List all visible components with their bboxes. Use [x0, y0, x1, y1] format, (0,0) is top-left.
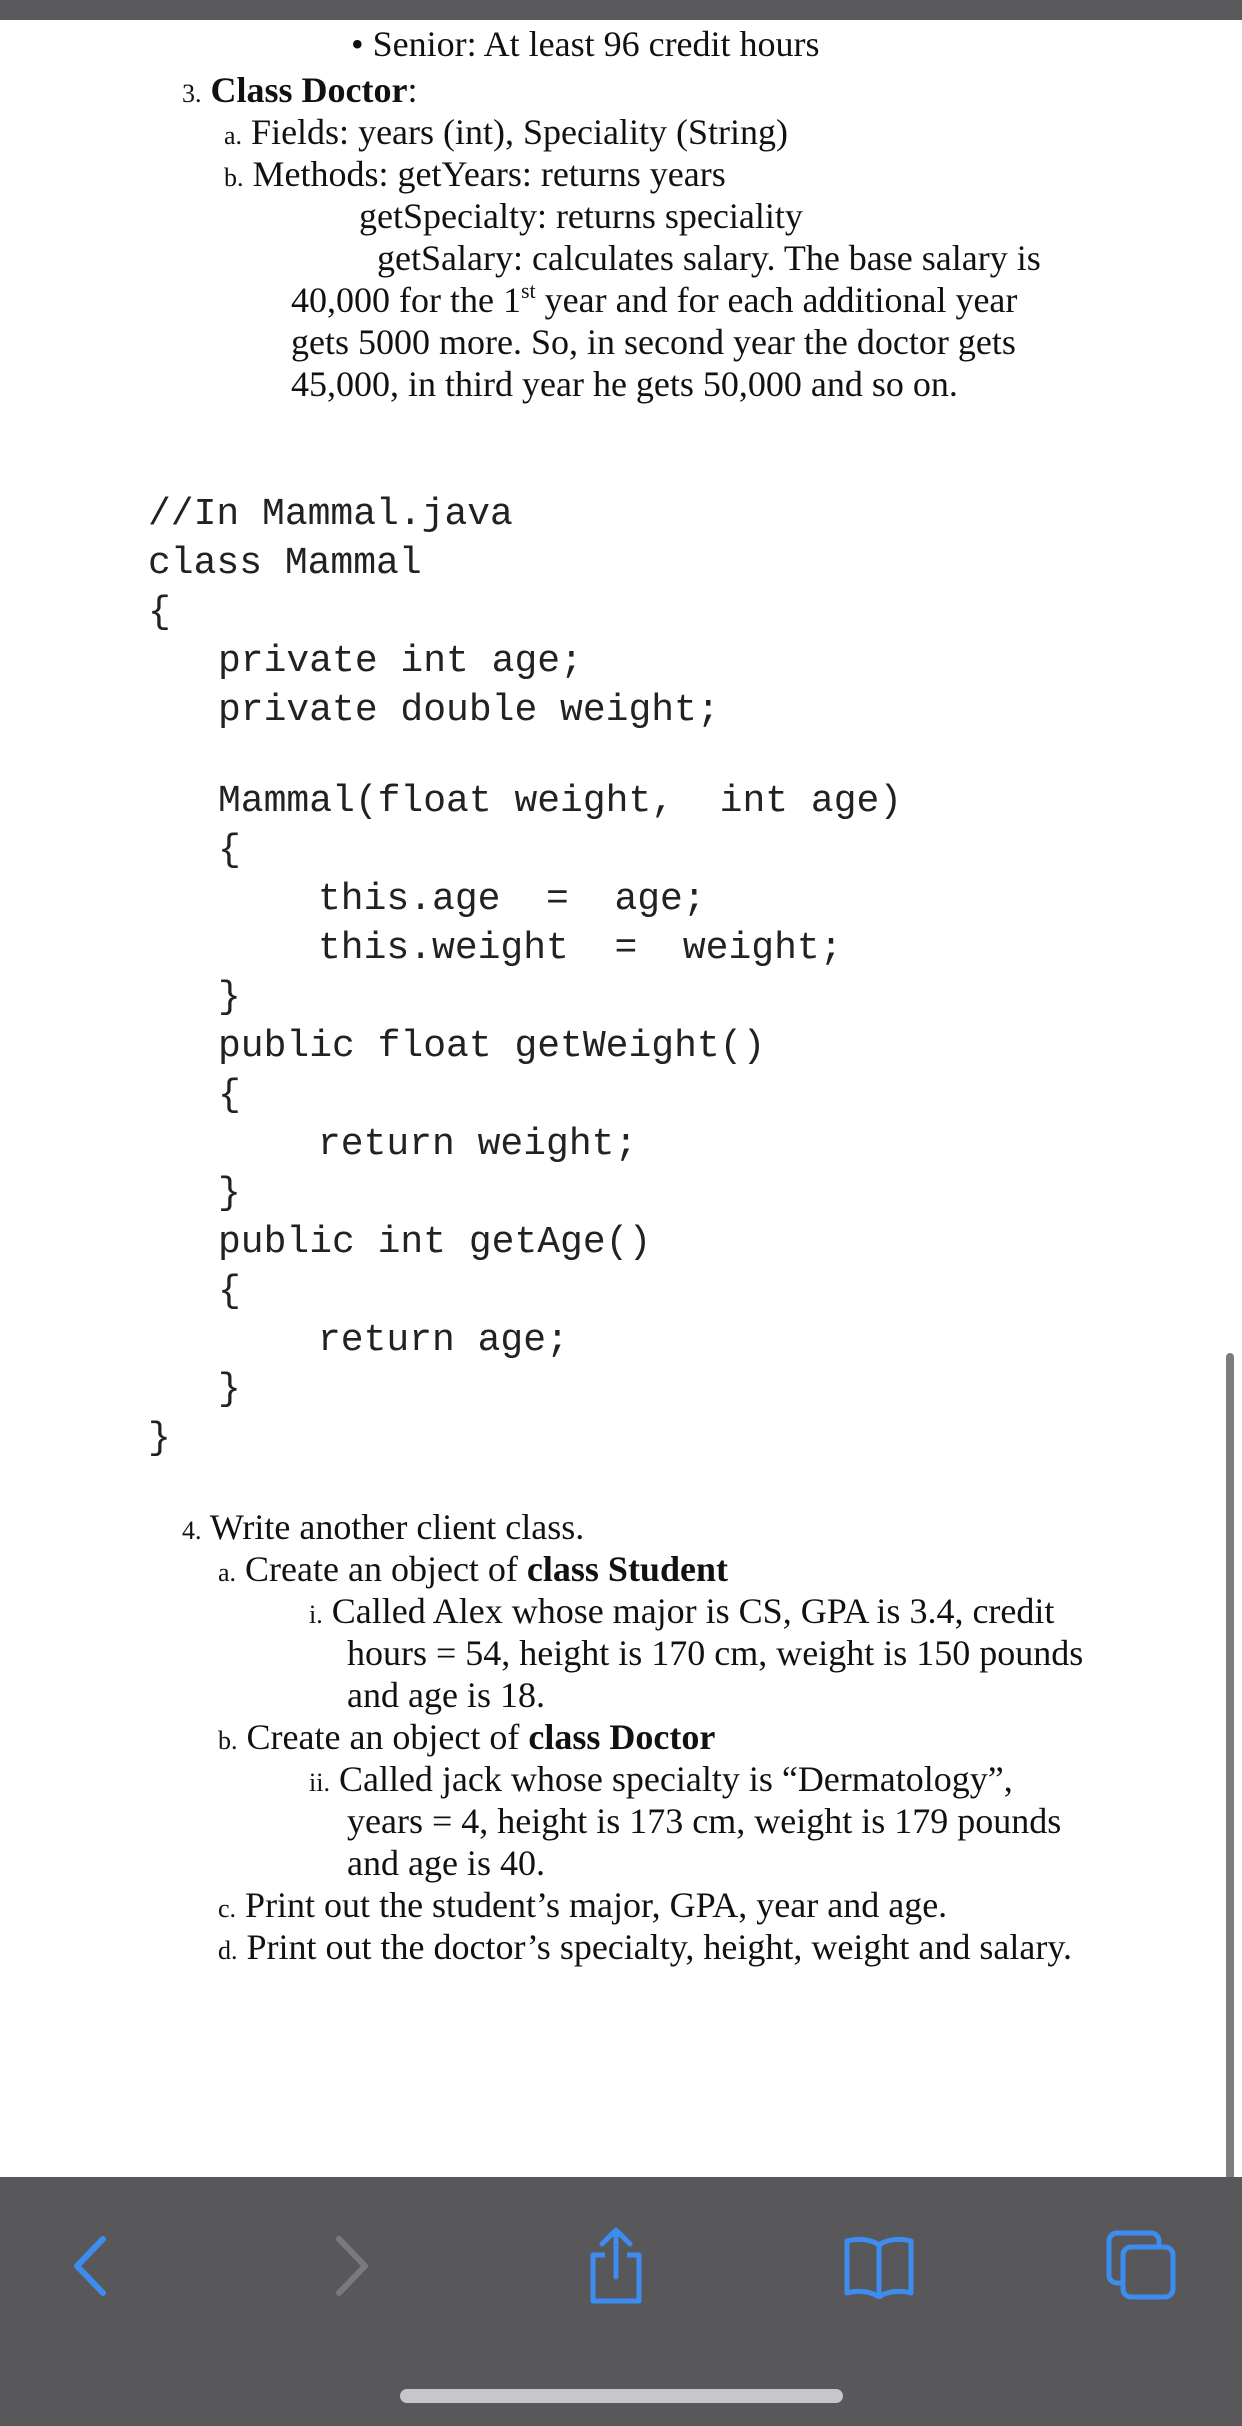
doctor-methods: b. Methods: getYears: returns years	[224, 154, 726, 194]
book-icon	[841, 2233, 917, 2299]
salary-description-line: 45,000, in third year he gets 50,000 and so on.	[291, 364, 958, 404]
student-details: hours = 54, height is 170 cm, weight is 150 pounds	[347, 1633, 1084, 1673]
code-line-statement: return weight;	[318, 1123, 638, 1166]
code-line-statement: this.weight = weight;	[318, 927, 843, 970]
back-button[interactable]	[46, 2221, 136, 2311]
doctor-details: ii. Called jack whose specialty is “Dermatology”,	[309, 1759, 1013, 1799]
code-line-constructor: Mammal(float weight, int age)	[218, 780, 903, 823]
browser-toolbar	[0, 2177, 1242, 2426]
share-icon	[583, 2225, 649, 2307]
create-doctor-item: b. Create an object of class Doctor	[218, 1717, 716, 1757]
code-line-statement: return age;	[318, 1319, 569, 1362]
top-status-strip	[0, 0, 1242, 20]
chevron-right-icon	[327, 2231, 375, 2301]
section-4-heading: 4. Write another client class.	[182, 1507, 585, 1547]
forward-button[interactable]	[306, 2221, 396, 2311]
share-button[interactable]	[571, 2221, 661, 2311]
senior-requirement: • Senior: At least 96 credit hours	[351, 24, 820, 64]
code-line-brace: }	[218, 1172, 241, 1215]
code-line-method: public float getWeight()	[218, 1025, 766, 1068]
code-line-comment: //In Mammal.java	[148, 493, 513, 536]
student-details: i. Called Alex whose major is CS, GPA is 3.4, credit	[309, 1591, 1055, 1631]
code-line-class: class Mammal	[148, 542, 422, 585]
document-page	[0, 20, 1242, 2177]
tabs-button[interactable]	[1097, 2221, 1187, 2311]
print-student-item: c. Print out the student’s major, GPA, year and age.	[218, 1885, 948, 1925]
code-line-method: public int getAge()	[218, 1221, 652, 1264]
print-doctor-item: d. Print out the doctor’s specialty, height, weight and salary.	[218, 1927, 1072, 1967]
scrollbar[interactable]	[1226, 1353, 1234, 2188]
code-line-field: private double weight;	[218, 689, 720, 732]
chevron-left-icon	[67, 2231, 115, 2301]
code-line-brace: }	[218, 976, 241, 1019]
get-specialty-method: getSpecialty: returns speciality	[359, 196, 803, 236]
doctor-fields: a. Fields: years (int), Speciality (String)	[224, 112, 788, 152]
get-salary-method: getSalary: calculates salary. The base salary is	[377, 238, 1041, 278]
code-line-brace: {	[218, 1270, 241, 1313]
code-line-brace: {	[218, 1074, 241, 1117]
doctor-details: and age is 40.	[347, 1843, 545, 1883]
code-line-brace: }	[148, 1417, 171, 1460]
salary-description-line: gets 5000 more. So, in second year the doctor gets	[291, 322, 1016, 362]
tabs-icon	[1105, 2229, 1179, 2303]
section-3-heading: 3. Class Doctor:	[182, 70, 418, 110]
code-line-brace: {	[218, 829, 241, 872]
create-student-item: a. Create an object of class Student	[218, 1549, 728, 1589]
code-line-field: private int age;	[218, 640, 583, 683]
bookmarks-button[interactable]	[834, 2221, 924, 2311]
student-details: and age is 18.	[347, 1675, 545, 1715]
code-line-statement: this.age = age;	[318, 878, 706, 921]
home-indicator	[400, 2389, 843, 2403]
salary-description-line: 40,000 for the 1st year and for each additional year	[291, 278, 1018, 320]
doctor-details: years = 4, height is 173 cm, weight is 179 pounds	[347, 1801, 1062, 1841]
code-line-brace: {	[148, 591, 171, 634]
code-line-brace: }	[218, 1368, 241, 1411]
